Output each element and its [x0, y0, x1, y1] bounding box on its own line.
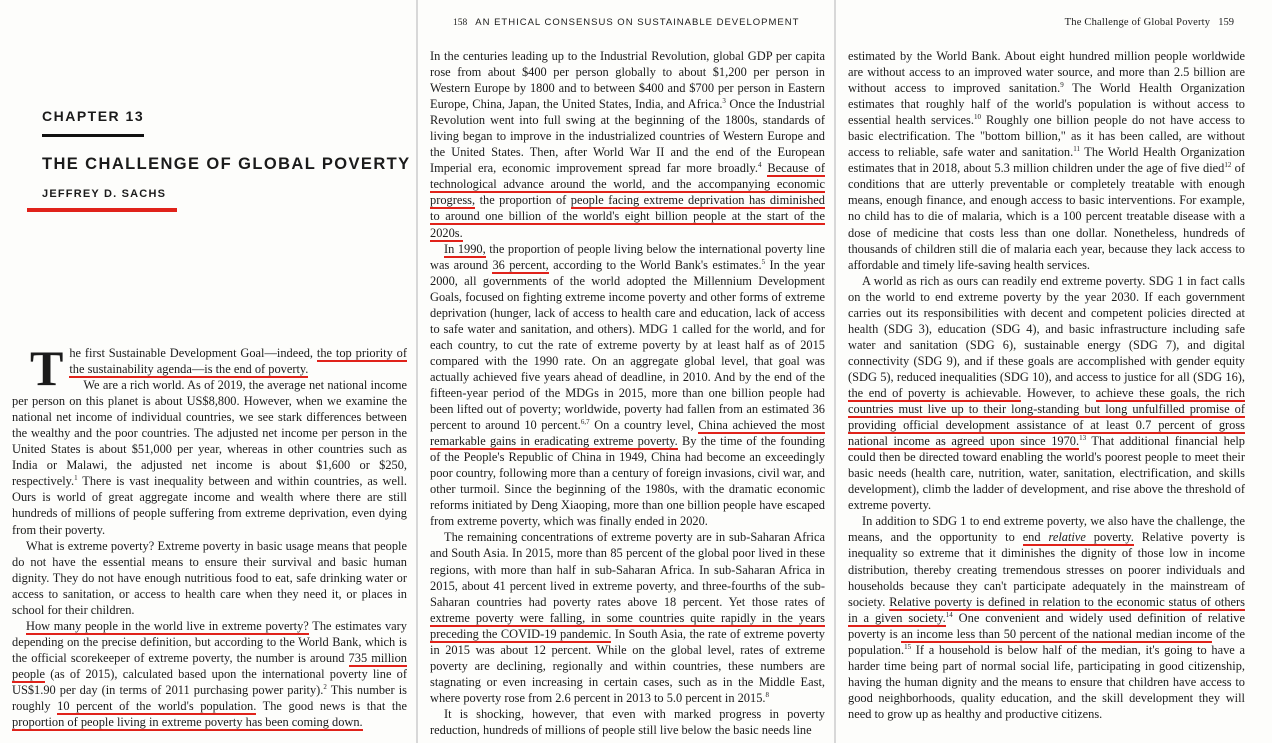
chapter-header — [42, 108, 411, 200]
paragraph: In addition to SDG 1 to end extreme poverty, we also have the challenge, the means, and the opportunity to end relative poverty. Relative poverty is inequality so extreme that it diminishes the dignity of those low in income distribution, thereby creating tremendous stresses on poorer individuals and households because they can't participate adequately in the mainstream of society. Relative poverty is defined in relation to the economic status of others in a given society.$^{14}$ One convenient and widely used definition of relative poverty is an income less than 50 percent of the national median income of the population.$^{15}$ If a household is below half of the median, it's going to have a harder time being part of normal social life, participating in good citizenship, having the human dignity and the means to ensure that children have access to good neighborhoods, quality education, and the skill development they will need to grow up as healthy and productive citizens. — [848, 514, 1245, 721]
highlight: Because of technological advance around the world, and the accompanying economic progress, — [430, 161, 825, 208]
middle-body-text — [430, 48, 825, 738]
chapter-author: JEFFREY D. SACHS — [42, 188, 167, 200]
paragraph: The first Sustainable Development Goal—indeed, the top priority of the sustainability agenda—is the end of poverty. — [30, 340, 407, 396]
highlight: people facing extreme deprivation has diminished to around one billion of the world's eight billion people at the start of the 2020s. — [430, 193, 825, 240]
page-number: 159 — [1218, 17, 1234, 28]
highlight: extreme poverty were falling, in some countries quite rapidly in the years preceding the COVID-19 pandemic. — [430, 610, 825, 641]
paragraph: In the centuries leading up to the Industrial Revolution, global GDP per capita rose from about $400 per person globally to about $1,200 per person in Western Europe by 1800 and to between $400 and $700 per person in Eastern Europe, China, Japan, the United States, India, and Africa.$^3$ Once the Industrial Revolution went into full swing at the beginning of the 1800s, standards of living began to improve in the industrialized countries of Western Europe and the United States. Then, after World War II and the end of the European Imperial era, economic improvement spread far more broadly.$^4$ Because of technological advance around the world, and the accompanying economic progress, the proportion of people facing extreme deprivation has diminished to around one billion of the world's eight billion people at the start of the 2020s. — [430, 49, 825, 240]
highlight: an income less than 50 percent of the national median income — [901, 626, 1213, 641]
highlight: In 1990, — [444, 241, 486, 256]
paragraph: The remaining concentrations of extreme poverty are in sub-Saharan Africa and South Asia. In 2015, more than 85 percent of the global poor lived in these regions, with more than half in sub-Saharan Africa. In sub-Saharan Africa in 2015, about 41 percent lived in extreme poverty, and three-fourths of the sub-Saharan countries had poverty rates above 18 percent. Yet those rates of extreme poverty were falling, in some countries quite rapidly in the years preceding the COVID-19 pandemic. In South Asia, the rate of extreme poverty in 2015 was about 12 percent. While on the global level, rates of extreme poverty are declining, regionally and within countries, these numbers are stagnating or even increasing in certain cases, such as in the Middle East, where poverty rose from 2.6 percent in 2013 to 5.0 percent in 2015.$^8$ — [430, 530, 825, 705]
paragraph: It is shocking, however, that even with marked progress in poverty reduction, hundreds of millions of people still live below the basic needs line — [430, 706, 825, 737]
highlight: How many people in the world live in extreme poverty? — [26, 618, 309, 633]
highlight: 10 percent of the world's population. — [57, 699, 257, 714]
chapter-label: CHAPTER 13 — [42, 108, 144, 137]
paragraph: estimated by the World Bank. About eight hundred million people worldwide are without access to an improved water source, and more than 2.5 billion are without access to improved sanitation.$^9$ The World Health Organization estimates that roughly half of the world's population is without access to essential health services.$^{10}$ Roughly one billion people do not have access to basic electrification. The "bottom billion," as it has been called, are without access to reliable, safe water and sanitation.$^{11}$ The World Health Organization estimates that in 2018, about 5.3 million children under the age of five died$^{12}$ of conditions that are utterly preventable or completely treatable with enough means, enough finance, and enough access to basic interventions. For example, no child has to die of malaria, which is a 100 percent treatable disease with a dose of medicine that costs less than one dollar. Nonetheless, hundreds of thousands of children still die of malaria each year, because they lack access to affordable and timely life-saving health services. — [848, 49, 1245, 272]
paragraph: We are a rich world. As of 2019, the average net national income per person on this planet is about US$8,800. However, when we examine the national net income of individual countries, we see stark differences between the wealthy and the poor countries. The adjusted net income per person in the United States is about $51,000 per year, whereas in other countries such as India or Malawi, the adjusted net income is about $1,600 or $250, respectively.$^1$ There is vast inequality between and within countries, as well. Ours is world of great aggregate income and wealth where there are still hundreds of millions of people suffering from extreme deprivation, even dying from their poverty. — [12, 378, 407, 537]
highlight: the end of poverty is achievable. — [848, 385, 1022, 400]
page-number: 158 — [453, 18, 468, 28]
left-page — [0, 0, 416, 743]
author-highlight-underline — [27, 208, 177, 212]
running-head — [1065, 17, 1242, 28]
highlight: Relative poverty is defined in relation to the economic status of others in a given society. — [848, 594, 1245, 625]
highlight: end relative poverty. — [1022, 530, 1134, 545]
paragraph: A world as rich as ours can readily end extreme poverty. SDG 1 in fact calls on the world to end extreme poverty by the year 2030. If each government carries out its responsibilities with decent and competent policies directed at health (SDG 3), education (SDG 4), and basic infrastructure including safe water and sanitation (SDG 6), sustainable energy (SDG 7), and digital connectivity (SDG 9), and if these goals are accomplished with gender equity (SDG 5), reduced inequalities (SDG 10), and access to justice for all (SDG 16), the end of poverty is achievable. However, to achieve these goals, the rich countries must live up to their long-standing but long unfulfilled promise of providing official development assistance of at least 0.7 percent of gross national income as agreed upon since 1970.13 That additional financial help could then be directed toward enabling the world's poorest people to meet their basic needs (health care, nutrition, water, sanitation, electrification, and skills development), climb the ladder of development, and rise above the threshold of extreme poverty. — [848, 273, 1245, 513]
highlight: proportion of people living in extreme poverty has been coming down. — [12, 715, 363, 730]
right-page — [836, 0, 1272, 743]
running-head-title: AN ETHICAL CONSENSUS ON SUSTAINABLE DEVELOPMENT — [475, 17, 800, 28]
chapter-title: THE CHALLENGE OF GLOBAL POVERTY — [42, 155, 411, 173]
highlight: China achieved the most remarkable gains in eradicating extreme poverty. — [430, 418, 825, 449]
paragraph: What is extreme poverty? Extreme poverty in basic usage means that people do not have the essential means to ensure their survival and basic human dignity. They do not have enough nutritious food to eat, safe drinking water or access to sanitation, or access to health care when they need it, or places in school for their children. — [12, 538, 407, 617]
running-head — [445, 17, 799, 28]
middle-page — [418, 0, 834, 743]
highlight: achieve these goals, the rich countries must live up to their long-standing but long unfulfilled promise of providing official development assistance of at least 0.7 percent of gross national income as agreed upon since 1970. — [848, 385, 1245, 449]
highlight: 36 percent, — [492, 257, 549, 272]
highlight: the top priority of the sustainability agenda—is the end of poverty. — [69, 346, 407, 377]
paragraph: In 1990, the proportion of people living below the international poverty line was around 36 percent, according to the World Bank's estimates.$^5$ In the year 2000, all governments of the world adopted the Millennium Development Goals, focused on fighting extreme income poverty and other forms of extreme deprivation (hunger, lack of access to health care and education, lack of access to safe water and sanitation, and others). MDG 1 called for the world, and for each country, to cut the rate of extreme poverty by at least half as of 2015 compared with the 1990 rate. On an aggregate global level, that goal was actually achieved five years ahead of deadline, in 2010. And by the end of the fifteen-year period of the MDGs in 2015, more than one billion people had been lifted out of poverty; worldwide, poverty had fallen from an estimated 36 percent to around 10 percent.$^{6,7}$ On a country level, China achieved the most remarkable gains in eradicating extreme poverty. By the time of the founding of the People's Republic of China in 1949, China had become an exceedingly poor country, following more than a century of foreign invasions, civil war, and other turmoil. Since the beginning of the 1980s, with the dramatic economic reforms initiated by Deng Xiaoping, more than one billion people have escaped from extreme poverty, which was finally ended in 2020. — [430, 241, 826, 529]
right-body-text — [848, 48, 1245, 722]
paragraph: How many people in the world live in extreme poverty? The estimates vary depending on the precise definition, but according to the World Bank, which is the official scorekeeper of extreme poverty, the number is around 735 million people (as of 2015), calculated based upon the international poverty line of US$1.90 per day (in terms of 2011 purchasing power parity).$^2$ This number is roughly 10 percent of the world's population. The good news is that the proportion of people living in extreme poverty has been coming down. — [12, 618, 407, 730]
drop-cap: T — [30, 340, 64, 396]
left-body-text — [12, 340, 407, 730]
running-head-title: The Challenge of Global Poverty — [1064, 17, 1211, 28]
highlight: 735 million people — [12, 650, 407, 681]
